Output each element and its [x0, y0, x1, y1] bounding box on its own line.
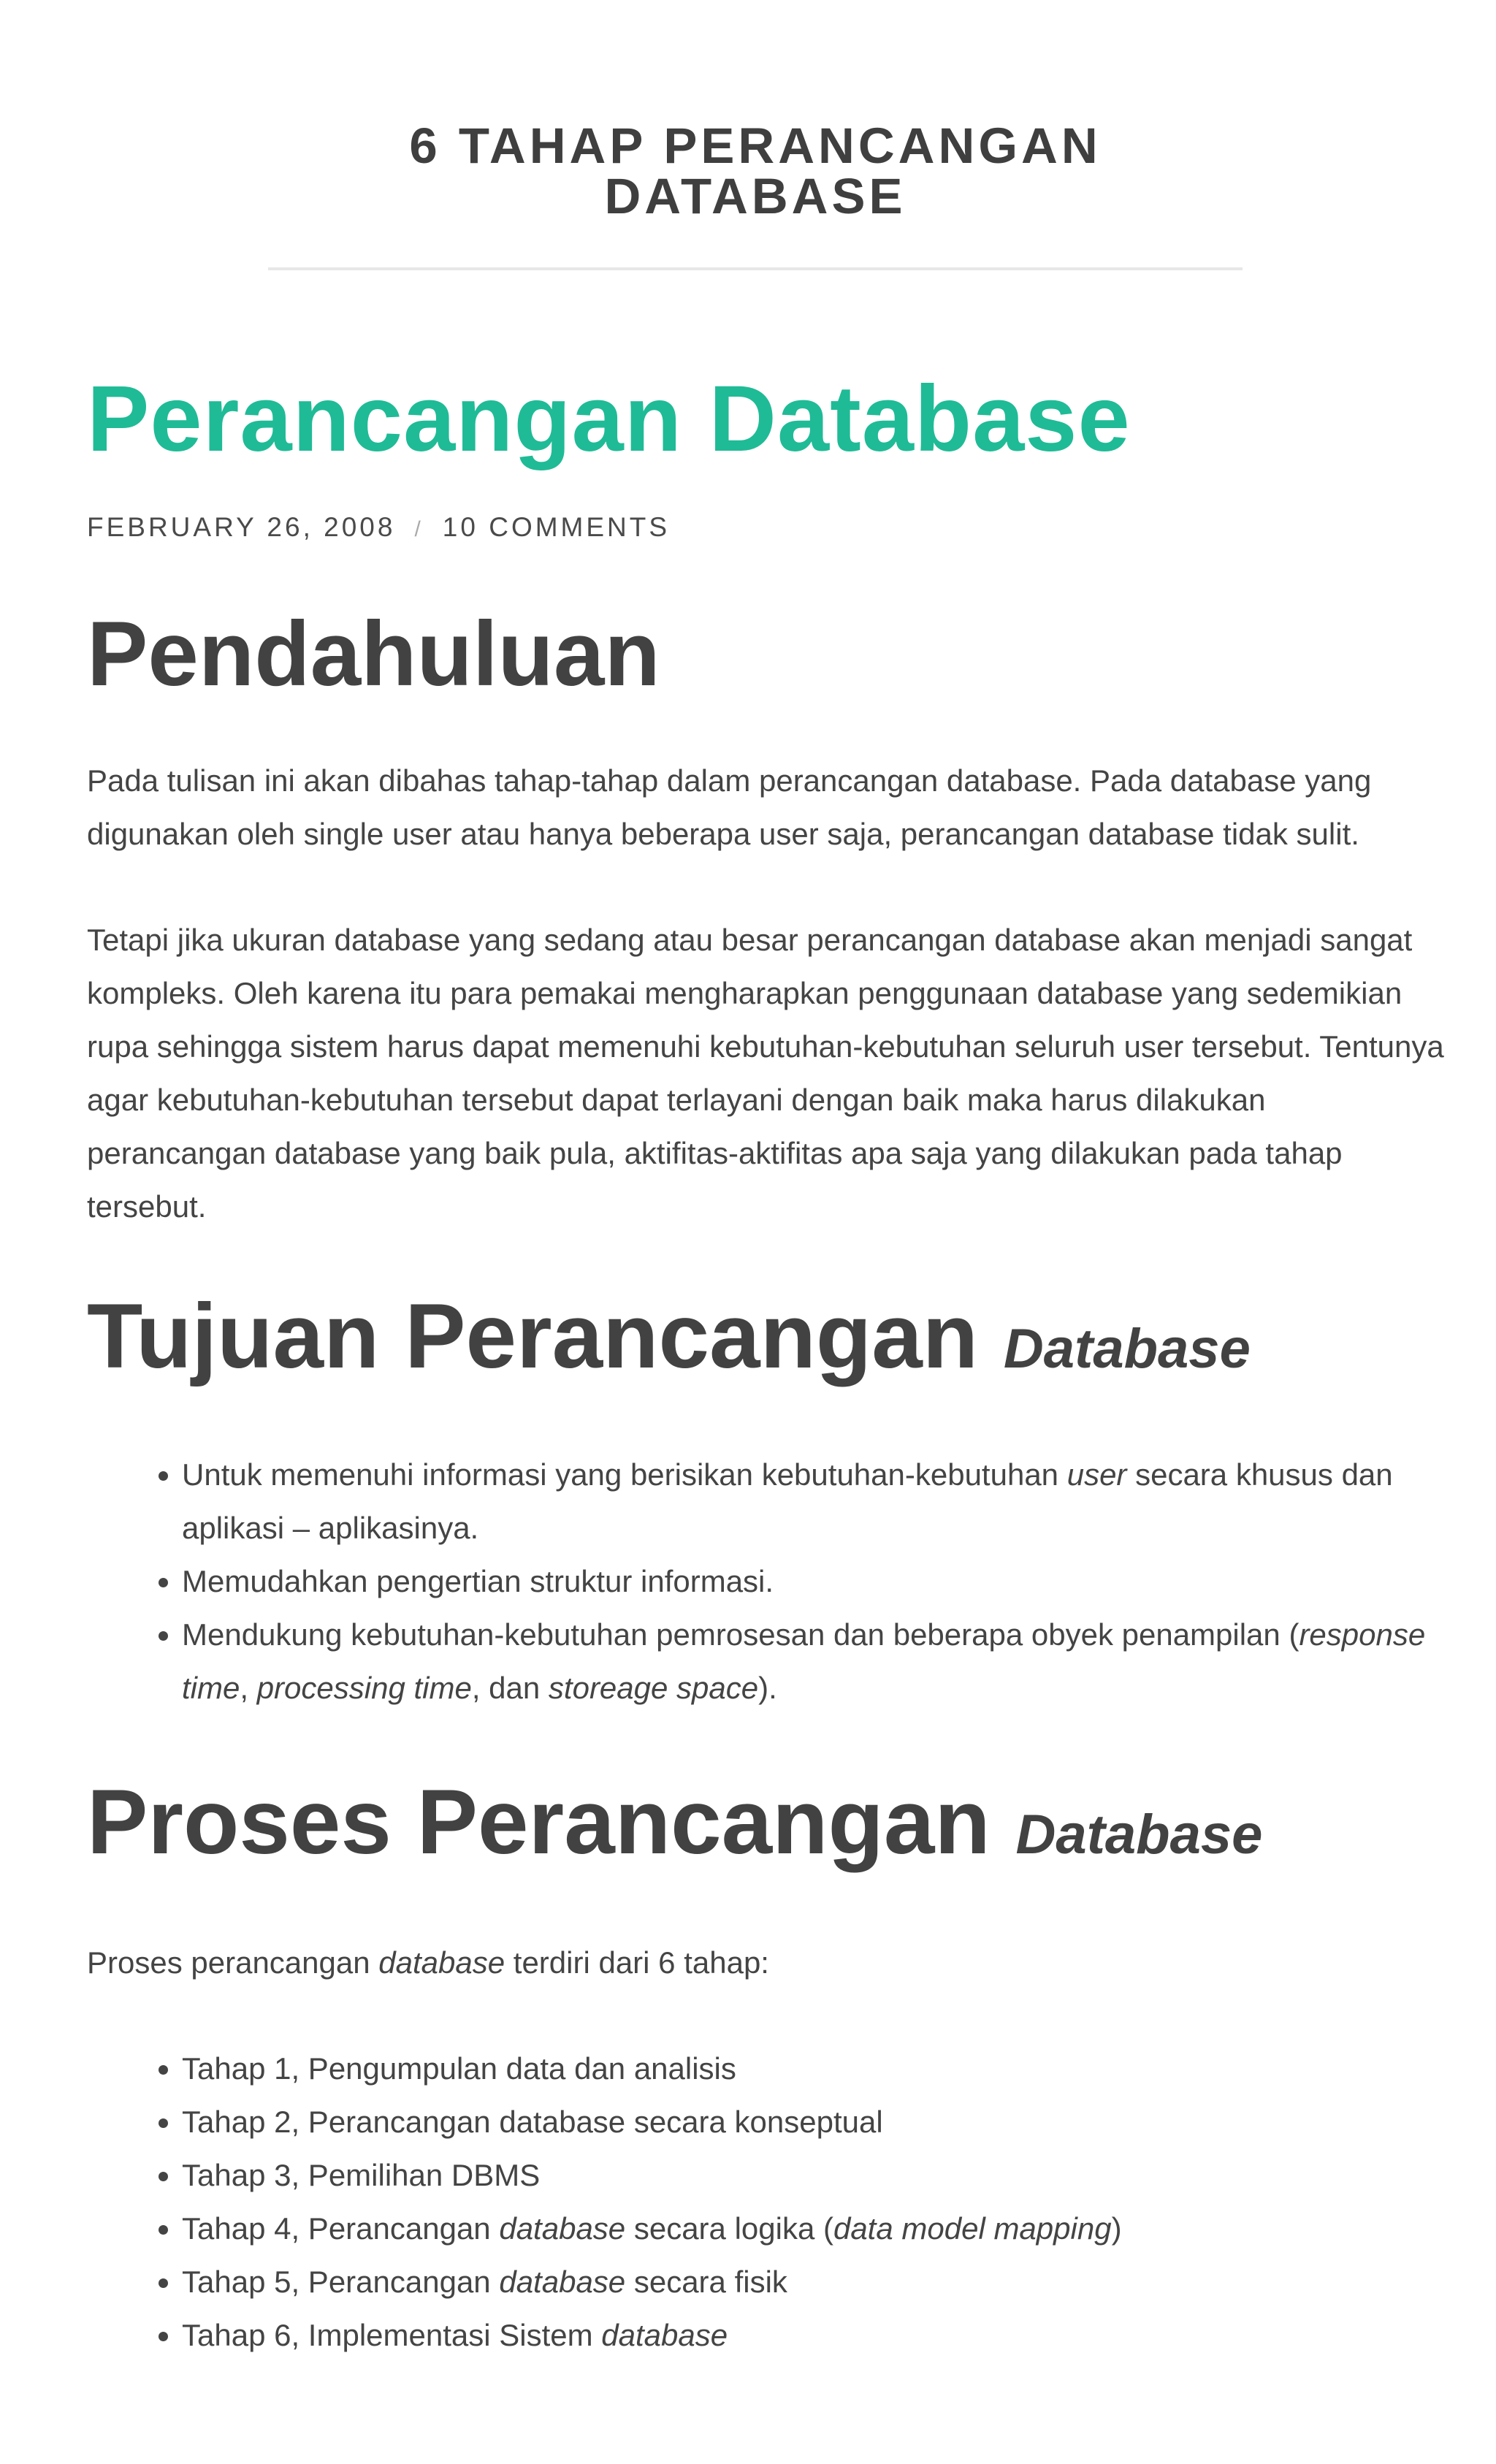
list-item: • Tahap 2, Perancangan database secara konseptual: [182, 2095, 1446, 2148]
post-content: [87, 365, 1446, 2362]
goal-3-em-1: response time: [182, 1617, 1426, 1705]
heading-goals: [87, 1284, 1446, 1389]
process-intro-em: database: [378, 1945, 505, 1980]
process-intro-b: terdiri dari 6 tahap:: [505, 1945, 769, 1980]
list-item: • Tahap 1, Pengumpulan data dan analisis: [182, 2042, 1446, 2095]
list-item: • Tahap 3, Pemilihan DBMS: [182, 2148, 1446, 2202]
intro-paragraph-2: Tetapi jika ukuran database yang sedang atau besar perancangan database akan menjadi sangat kompleks. Oleh karena itu para pemakai mengharapkan penggunaan database yang sedemikian rupa sehingga sistem harus dapat memenuhi kebutuhan-kebutuhan seluruh user tersebut. Tentunya agar kebutuhan-kebutuhan tersebut dapat terlayani dengan baik maka harus dilakukan perancangan database yang baik pula, aktifitas-aktifitas apa saja yang dilakukan pada tahap tersebut.: [87, 922, 1444, 1224]
step-5-em: database: [499, 2265, 626, 2300]
meta-separator: /: [414, 517, 424, 542]
list-item: [182, 1608, 1446, 1714]
steps-list: [87, 2042, 1446, 2362]
step-5-text-b: secara fisik: [625, 2265, 787, 2300]
heading-intro: Pendahuluan: [87, 603, 660, 706]
heading-process: [87, 1770, 1446, 1875]
post-title[interactable]: Perancangan Database: [87, 367, 1131, 471]
step-4-text-c: ): [1111, 2211, 1122, 2246]
intro-paragraph-1: Pada tulisan ini akan dibahas tahap-tahap dalam perancangan database. Pada database yang digunakan oleh single user atau hanya beberapa user saja, perancangan database tidak sulit.: [87, 763, 1372, 851]
goals-list: [87, 1448, 1446, 1714]
goal-1-em: user: [1066, 1457, 1127, 1492]
process-intro: [87, 1936, 1446, 1989]
goal-3-text-a: Mendukung kebutuhan-kebutuhan pemrosesan dan beberapa obyek penampilan (: [182, 1617, 1300, 1652]
process-intro-a: Proses perancangan: [87, 1945, 379, 1980]
list-item: [182, 2255, 1446, 2308]
goal-3-em-3: storeage space: [548, 1670, 759, 1705]
heading-goals-main: Tujuan Perancangan: [87, 1285, 979, 1387]
comments-link[interactable]: 10 COMMENTS: [442, 512, 671, 543]
heading-goals-em: Database: [1003, 1317, 1251, 1380]
heading-process-main: Proses Perancangan: [87, 1771, 991, 1873]
post-date[interactable]: FEBRUARY 26, 2008: [87, 512, 396, 543]
step-4-text-b: secara logika (: [625, 2211, 833, 2246]
step-6-em: database: [601, 2318, 728, 2353]
site-title[interactable]: 6 TAHAP PERANCANGAN DATABASE: [409, 118, 1102, 224]
goal-3-text-c: , dan: [471, 1670, 549, 1705]
header-divider: [268, 267, 1243, 270]
list-item: [182, 2202, 1446, 2255]
post-meta: [87, 514, 1446, 541]
goal-3-text-b: ,: [240, 1670, 257, 1705]
heading-process-em: Database: [1015, 1803, 1263, 1866]
list-item: [182, 1448, 1446, 1555]
goal-3-text-d: ).: [758, 1670, 777, 1705]
goal-1-text-b: secara khusus dan aplikasi – aplikasinya.: [182, 1457, 1393, 1545]
step-4-em-1: database: [499, 2211, 626, 2246]
site-header: [268, 118, 1243, 224]
step-4-em-2: data model mapping: [833, 2211, 1112, 2246]
goal-3-em-2: processing time: [256, 1670, 472, 1705]
step-6-text-a: Tahap 6, Implementasi Sistem: [182, 2318, 602, 2353]
step-5-text-a: Tahap 5, Perancangan: [182, 2265, 500, 2300]
goal-1-text-a: Untuk memenuhi informasi yang berisikan kebutuhan-kebutuhan: [182, 1457, 1067, 1492]
list-item: • Memudahkan pengertian struktur informasi.: [182, 1555, 1446, 1608]
step-4-text-a: Tahap 4, Perancangan: [182, 2211, 500, 2246]
list-item: [182, 2308, 1446, 2362]
